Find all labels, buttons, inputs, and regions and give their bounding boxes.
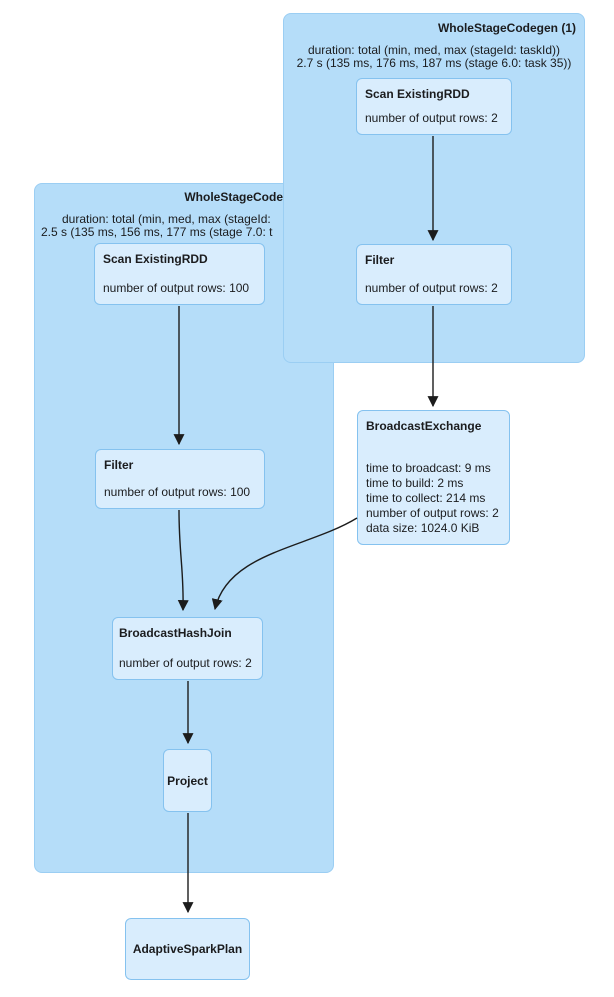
node-title: Filter xyxy=(365,253,395,267)
plan-node-broadcasthashjoin[interactable] xyxy=(112,617,263,680)
node-metric: number of output rows: 100 xyxy=(103,281,250,295)
node-metric: number of output rows: 2 xyxy=(366,506,499,520)
plan-node-broadcastexchange[interactable] xyxy=(357,410,510,545)
cluster-duration-line2: 2.5 s (135 ms, 156 ms, 177 ms (stage 7.0: t xyxy=(41,225,273,239)
plan-node-scan-existingrdd-2[interactable] xyxy=(94,243,265,305)
cluster-wholestagecodegen-2-header xyxy=(34,183,283,245)
node-title: AdaptiveSparkPlan xyxy=(132,942,243,956)
node-metric: number of output rows: 2 xyxy=(365,281,498,295)
node-metric: number of output rows: 2 xyxy=(119,656,252,670)
node-title: Filter xyxy=(104,458,134,472)
cluster-title: WholeStageCodegen (1) xyxy=(437,21,576,35)
plan-node-filter-1[interactable] xyxy=(356,244,512,305)
plan-node-adaptivesparkplan[interactable] xyxy=(125,918,250,980)
node-metric: time to broadcast: 9 ms xyxy=(366,461,491,475)
node-title: Scan ExistingRDD xyxy=(103,252,208,266)
plan-node-filter-2[interactable] xyxy=(95,449,265,509)
cluster-duration-line1: duration: total (min, med, max (stageId: taskId)) xyxy=(307,43,561,57)
plan-node-project[interactable] xyxy=(163,749,212,812)
node-title: BroadcastExchange xyxy=(366,419,482,433)
cluster-title: WholeStageCode xyxy=(184,190,283,204)
node-metric: data size: 1024.0 KiB xyxy=(366,521,480,535)
node-metric: number of output rows: 2 xyxy=(365,111,498,125)
cluster-wholestagecodegen-1 xyxy=(283,13,585,363)
node-title: BroadcastHashJoin xyxy=(119,626,232,640)
node-title: Scan ExistingRDD xyxy=(365,87,470,101)
plan-node-scan-existingrdd-1[interactable] xyxy=(356,78,512,135)
node-title: Project xyxy=(167,773,208,788)
node-metric: number of output rows: 100 xyxy=(104,485,251,499)
cluster-duration-line2: 2.7 s (135 ms, 176 ms, 187 ms (stage 6.0: task 35)) xyxy=(296,56,572,70)
node-metric: time to build: 2 ms xyxy=(366,476,464,490)
node-metric: time to collect: 214 ms xyxy=(366,491,486,505)
cluster-duration-line1: duration: total (min, med, max (stageId: xyxy=(62,212,271,226)
